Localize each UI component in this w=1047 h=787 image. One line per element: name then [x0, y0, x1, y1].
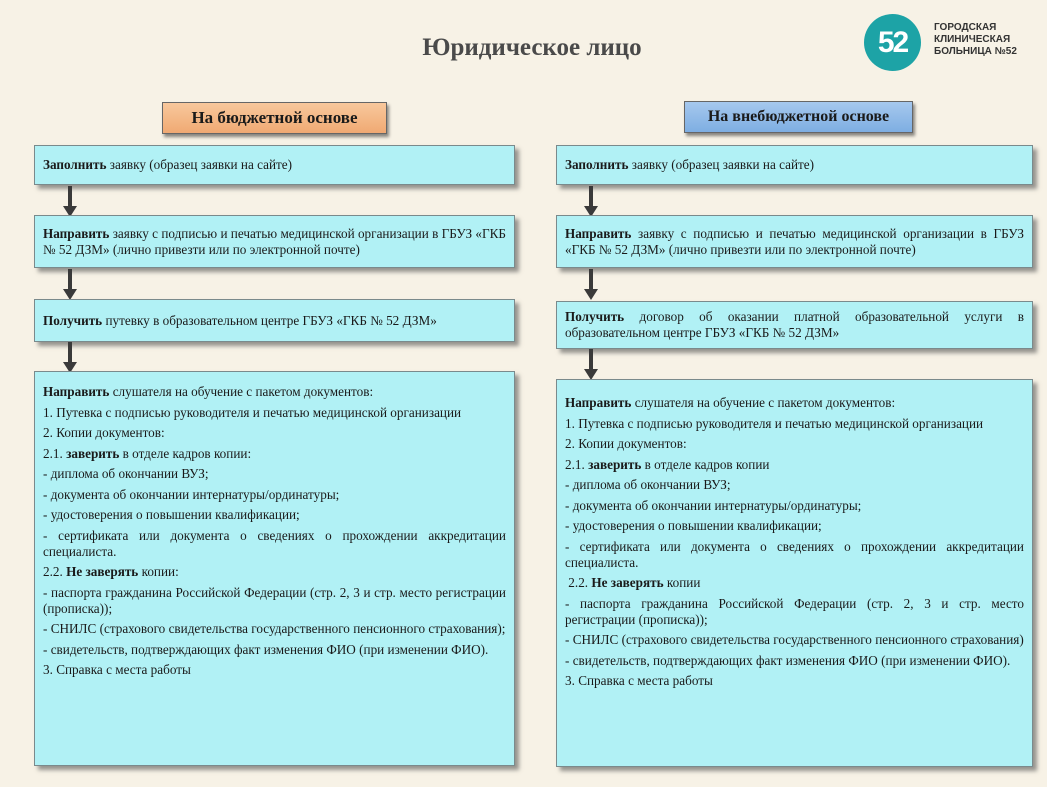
- budget-basis-header: На бюджетной основе: [162, 102, 387, 134]
- down-arrow-icon: [584, 269, 598, 301]
- left-step-get-voucher: [34, 299, 515, 342]
- step-text: Направить заявку с подписью и печатью медицинской организации в ГБУЗ «ГКБ № 52 ДЗМ» (лично привезти или по электронной почте): [565, 225, 1024, 257]
- doc-list-item: - свидетельств, подтверждающих факт изменения ФИО (при изменении ФИО).: [565, 652, 1011, 668]
- doc-list-item: - сертификата или документа о сведениях о прохождении аккредитации специалиста.: [43, 527, 506, 559]
- doc-item: 1. Путевка с подписью руководителя и печатью медицинской организации: [43, 404, 462, 420]
- left-step-send-listener: [34, 371, 515, 766]
- doc-subitem: 2.1. заверить в отделе кадров копии:: [43, 445, 252, 461]
- down-arrow-icon: [63, 342, 77, 374]
- doc-list-item: - СНИЛС (страхового свидетельства государственного пенсионного страхования);: [43, 621, 506, 636]
- doc-item: 2. Копии документов:: [565, 436, 687, 451]
- step-text: Заполнить заявку (образец заявки на сайте): [43, 157, 293, 172]
- doc-list-item: - СНИЛС (страхового свидетельства государственного пенсионного страхования): [565, 632, 1024, 647]
- doc-list-item: - диплома об окончании ВУЗ;: [43, 466, 209, 481]
- intro-line: Направить слушателя на обучение с пакетом документов:: [565, 395, 896, 410]
- logo-line: ГОРОДСКАЯ: [934, 22, 997, 33]
- right-step-send-application: [556, 215, 1033, 268]
- doc-list-item: - документа об окончании интернатуры/ординатуры;: [565, 497, 862, 513]
- doc-item: 3. Справка с места работы: [565, 673, 713, 688]
- down-arrow-icon: [63, 269, 77, 301]
- down-arrow-icon: [584, 186, 598, 218]
- hospital-logo: [864, 14, 1039, 74]
- step-text: Направить заявку с подписью и печатью медицинской организации в ГБУЗ «ГКБ № 52 ДЗМ» (лично привезти или по электронной почте): [43, 225, 506, 257]
- right-step-send-listener: [556, 379, 1033, 767]
- non-budget-basis-header: На внебюджетной основе: [684, 101, 913, 133]
- down-arrow-icon: [63, 186, 77, 218]
- step-text: Заполнить заявку (образец заявки на сайте): [565, 157, 815, 172]
- doc-list-item: - диплома об окончании ВУЗ;: [565, 477, 731, 492]
- doc-list-item: - паспорта гражданина Российской Федерации (стр. 2, 3 и стр. место регистрации (прописка));: [43, 584, 506, 616]
- step-text: Получить договор об оказании платной образовательной услуги в образовательном центре ГБУЗ «ГКБ № 52 ДЗМ»: [565, 309, 1024, 340]
- logo-text: [934, 22, 1017, 58]
- down-arrow-icon: [584, 349, 598, 381]
- logo-line: БОЛЬНИЦА №52: [934, 46, 1017, 57]
- doc-list-item: - сертификата или документа о сведениях о прохождении аккредитации специалиста.: [565, 538, 1024, 570]
- doc-item: 1. Путевка с подписью руководителя и печатью медицинской организации: [565, 415, 984, 431]
- doc-subitem: 2.2. Не заверять копии: [565, 575, 701, 590]
- doc-list-item: - удостоверения о повышении квалификации;: [43, 507, 300, 522]
- step-text: Получить путевку в образовательном центре ГБУЗ «ГКБ № 52 ДЗМ»: [43, 312, 437, 328]
- doc-list-item: - свидетельств, подтверждающих факт изменения ФИО (при изменении ФИО).: [43, 641, 489, 657]
- right-step-get-contract: [556, 301, 1033, 349]
- left-step-send-application: [34, 215, 515, 268]
- logo-line: КЛИНИЧЕСКАЯ: [934, 34, 1011, 45]
- page-title: Юридическое лицо: [422, 34, 642, 61]
- intro-line: Направить слушателя на обучение с пакетом документов:: [43, 384, 374, 399]
- doc-list-item: - документа об окончании интернатуры/ординатуры;: [43, 486, 340, 502]
- doc-list-item: - паспорта гражданина Российской Федерации (стр. 2, 3 и стр. место регистрации (прописка));: [565, 595, 1024, 627]
- logo-52-icon: 52: [864, 14, 921, 71]
- doc-item: 2. Копии документов:: [43, 425, 165, 440]
- doc-subitem: 2.1. заверить в отделе кадров копии: [565, 456, 770, 472]
- doc-list-item: - удостоверения о повышении квалификации;: [565, 518, 822, 533]
- right-step-fill-application: [556, 145, 1033, 185]
- doc-item: 3. Справка с места работы: [43, 662, 191, 677]
- doc-subitem: 2.2. Не заверять копии:: [43, 564, 179, 579]
- left-step-fill-application: [34, 145, 515, 185]
